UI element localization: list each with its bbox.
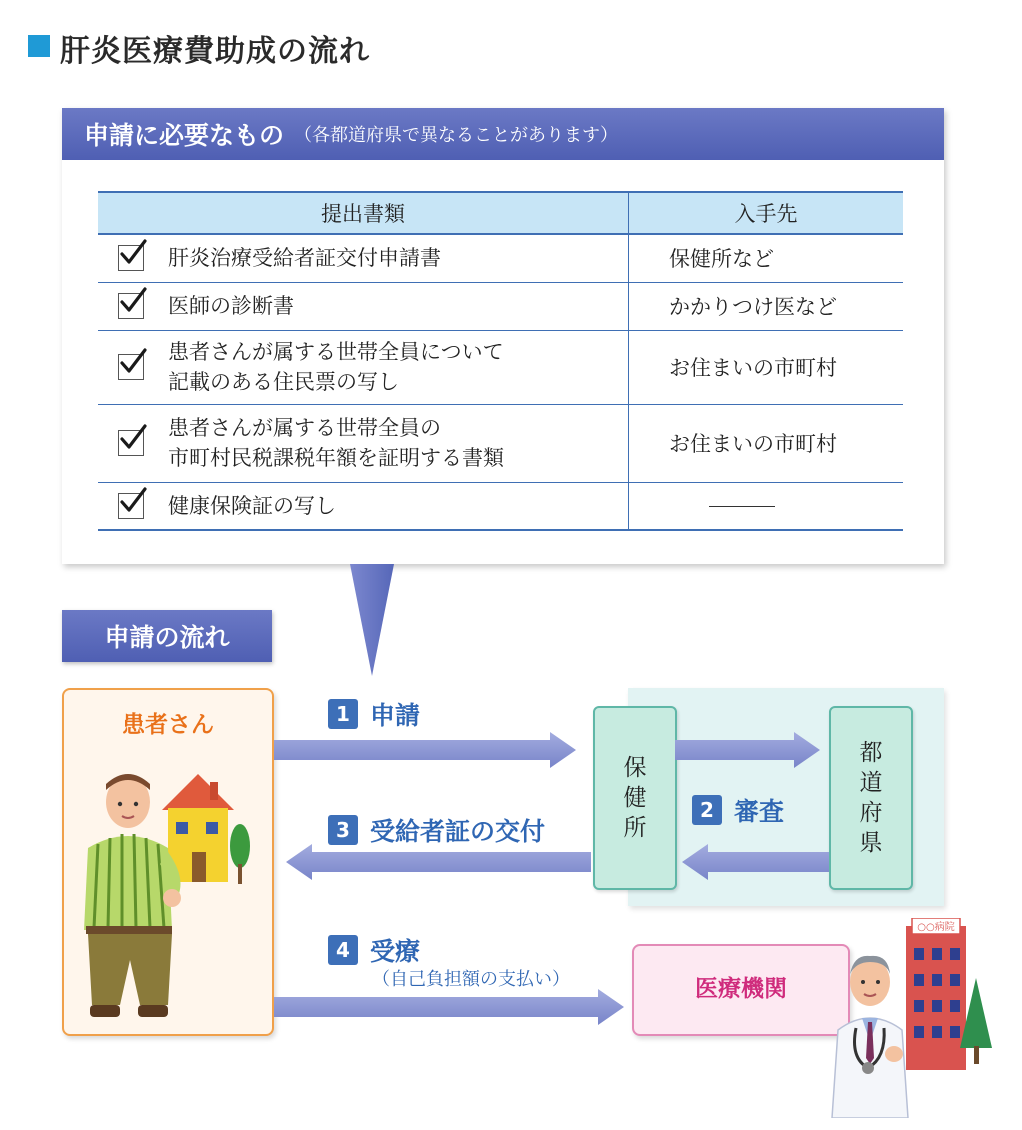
requirements-heading: 申請に必要なもの — [84, 121, 285, 150]
hospital-icon — [906, 918, 966, 1070]
document-line: 市町村民税課税年額を証明する書類 — [168, 446, 504, 470]
doctor-illustration — [828, 918, 998, 1118]
step-number-badge: 1 — [328, 699, 358, 729]
step-label: 審査 — [734, 797, 785, 826]
document-line: 患者さんが属する世帯全員の — [168, 416, 441, 440]
patient-label: 患者さん — [122, 712, 214, 738]
arrow-return-review — [682, 844, 829, 880]
doctor-icon — [832, 956, 908, 1118]
health-center-char: 所 — [623, 815, 647, 841]
step-label: 受療 — [370, 937, 421, 966]
step-label: 受給者証の交付 — [370, 817, 546, 846]
arrow-forward-review — [675, 732, 820, 768]
document-line: 医師の診断書 — [168, 294, 294, 318]
document-line: 肝炎治療受給者証交付申請書 — [168, 246, 441, 271]
prefecture-char: 道 — [859, 770, 883, 796]
step-number-badge: 4 — [328, 935, 358, 965]
document-line: 患者さんが属する世帯全員について — [168, 340, 504, 364]
page-title: 肝炎医療費助成の流れ — [60, 34, 370, 69]
requirements-note: （各都道府県で異なることがあります） — [294, 125, 619, 146]
document-line: 健康保険証の写し — [168, 493, 336, 518]
source-cell: お住まいの市町村 — [629, 330, 904, 404]
prefecture-char: 府 — [859, 800, 883, 826]
source-cell: お住まいの市町村 — [629, 404, 904, 482]
step-4 — [328, 932, 420, 968]
source-cell: 保健所など — [629, 234, 904, 282]
hospital-sign: ○○病院 — [917, 922, 955, 933]
medical-institution-label: 医療機関 — [695, 976, 787, 1002]
document-line: 記載のある住民票の写し — [168, 370, 399, 394]
source-cell: かかりつけ医など — [629, 282, 904, 330]
step-number-badge: 3 — [328, 815, 358, 845]
column-header-documents: 提出書類 — [98, 192, 629, 234]
step-4-sublabel: （自己負担額の支払い） — [372, 969, 570, 990]
step-2 — [692, 792, 784, 828]
arrow-treatment — [274, 989, 624, 1025]
step-number-badge: 2 — [692, 795, 722, 825]
prefecture-char: 県 — [859, 830, 883, 856]
step-label: 申請 — [370, 701, 421, 730]
health-center-char: 健 — [623, 785, 647, 811]
arrow-apply — [274, 732, 576, 768]
column-header-source: 入手先 — [629, 192, 904, 234]
arrow-issue-certificate — [286, 844, 591, 880]
health-center-char: 保 — [623, 755, 647, 781]
prefecture-char: 都 — [859, 740, 883, 766]
step-3 — [328, 812, 545, 848]
step-1 — [328, 696, 420, 732]
flow-heading: 申請の流れ — [62, 610, 272, 662]
